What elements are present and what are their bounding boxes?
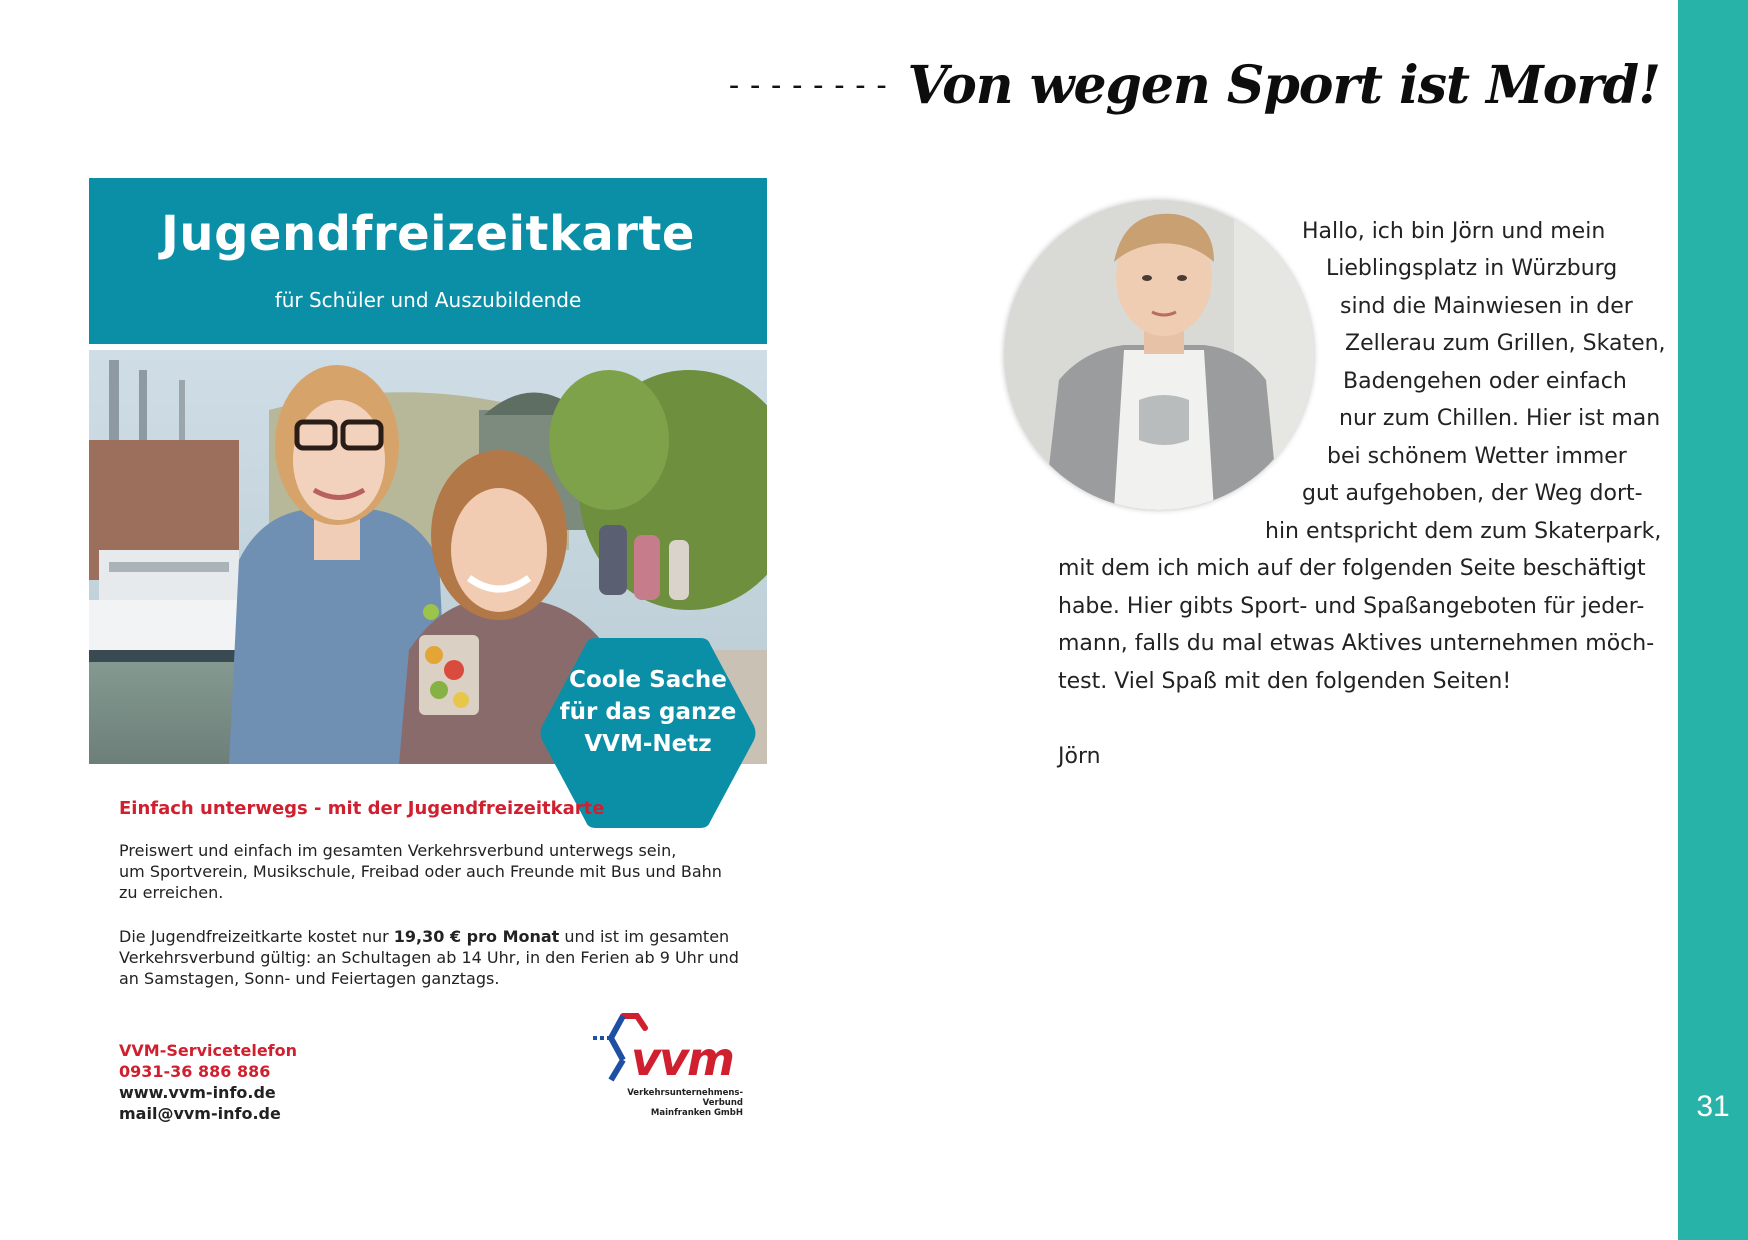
side-color-band (1678, 0, 1748, 1240)
ad-paragraph-1 (119, 840, 759, 903)
badge-line: für das ganze (559, 699, 737, 725)
story-line: hin entspricht dem zum Skaterpark, (1265, 519, 1662, 544)
website-link[interactable]: www.vvm-info.de (119, 1083, 276, 1102)
ad-contact (119, 1040, 297, 1124)
email-link[interactable]: mail@vvm-info.de (119, 1104, 281, 1123)
ad-paragraph-line (119, 926, 759, 947)
ad-paragraph-2 (119, 926, 759, 989)
price-text-post: und ist im gesamten (559, 927, 730, 946)
story-line: habe. Hier gibts Sport- und Spaßangeboten für jeder- (1058, 594, 1645, 619)
story-line: Lieblingsplatz in Würzburg (1326, 256, 1618, 281)
jugendfreizeitkarte-ad (89, 178, 767, 1140)
story-line: mit dem ich mich auf der folgenden Seite beschäftigt (1058, 556, 1646, 581)
vvm-logo-subtitle (593, 1088, 743, 1118)
story-line: mann, falls du mal etwas Aktives unternehmen möch- (1058, 631, 1655, 656)
ad-paragraph-line: Verkehrsverbund gültig: an Schultagen ab 14 Uhr, in den Ferien ab 9 Uhr und (119, 948, 739, 967)
ad-paragraph-line: um Sportverein, Musikschule, Freibad oder auch Freunde mit Bus und Bahn (119, 862, 722, 881)
badge-text (538, 664, 758, 760)
story-signature: Jörn (1058, 744, 1101, 769)
portrait-photo (1004, 200, 1314, 510)
price-text-pre: Die Jugendfreizeitkarte kostet nur (119, 927, 394, 946)
service-phone-number: 0931-36 886 886 (119, 1062, 271, 1081)
page-number: 31 (1696, 1090, 1730, 1123)
story-line: Zellerau zum Grillen, Skaten, (1345, 331, 1666, 356)
page-headline (725, 50, 1660, 120)
badge-line: Coole Sache (569, 667, 727, 693)
service-phone-label: VVM-Servicetelefon (119, 1041, 298, 1060)
price-amount: 19,30 € pro Monat (393, 927, 560, 946)
story-line: sind die Mainwiesen in der (1340, 294, 1633, 319)
story-line: nur zum Chillen. Hier ist man (1339, 406, 1661, 431)
ad-paragraph-line: zu erreichen. (119, 883, 224, 902)
headline-title: Von wegen Sport ist Mord! (907, 54, 1660, 116)
portrait-illustration (1004, 200, 1314, 510)
vvm-logo (587, 1010, 747, 1118)
ad-title: Jugendfreizeitkarte (161, 206, 695, 262)
vvm-logo-subtitle-line: Verkehrsunternehmens-Verbund (627, 1088, 743, 1108)
story-line: test. Viel Spaß mit den folgenden Seiten! (1058, 669, 1512, 694)
vvm-logo-word: vvm (631, 1032, 733, 1086)
ad-paragraph-line: an Samstagen, Sonn- und Feiertagen ganztags. (119, 969, 500, 988)
vvm-logo-subtitle-line: Mainfranken GmbH (650, 1108, 743, 1118)
badge-line: VVM-Netz (584, 731, 712, 757)
headline-dashes: -------- (725, 67, 894, 103)
story-line: gut aufgehoben, der Weg dort- (1302, 481, 1643, 506)
ad-tagline: Einfach unterwegs - mit der Jugendfreizeitkarte (119, 798, 605, 819)
story-line: Hallo, ich bin Jörn und mein (1302, 219, 1606, 244)
story-line: bei schönem Wetter immer (1327, 444, 1627, 469)
ad-header (89, 178, 767, 344)
ad-subtitle: für Schüler und Auszubildende (274, 288, 582, 312)
ad-paragraph-line: Preiswert und einfach im gesamten Verkehrsverbund unterwegs sein, (119, 841, 677, 860)
story-line: Badengehen oder einfach (1343, 369, 1627, 394)
